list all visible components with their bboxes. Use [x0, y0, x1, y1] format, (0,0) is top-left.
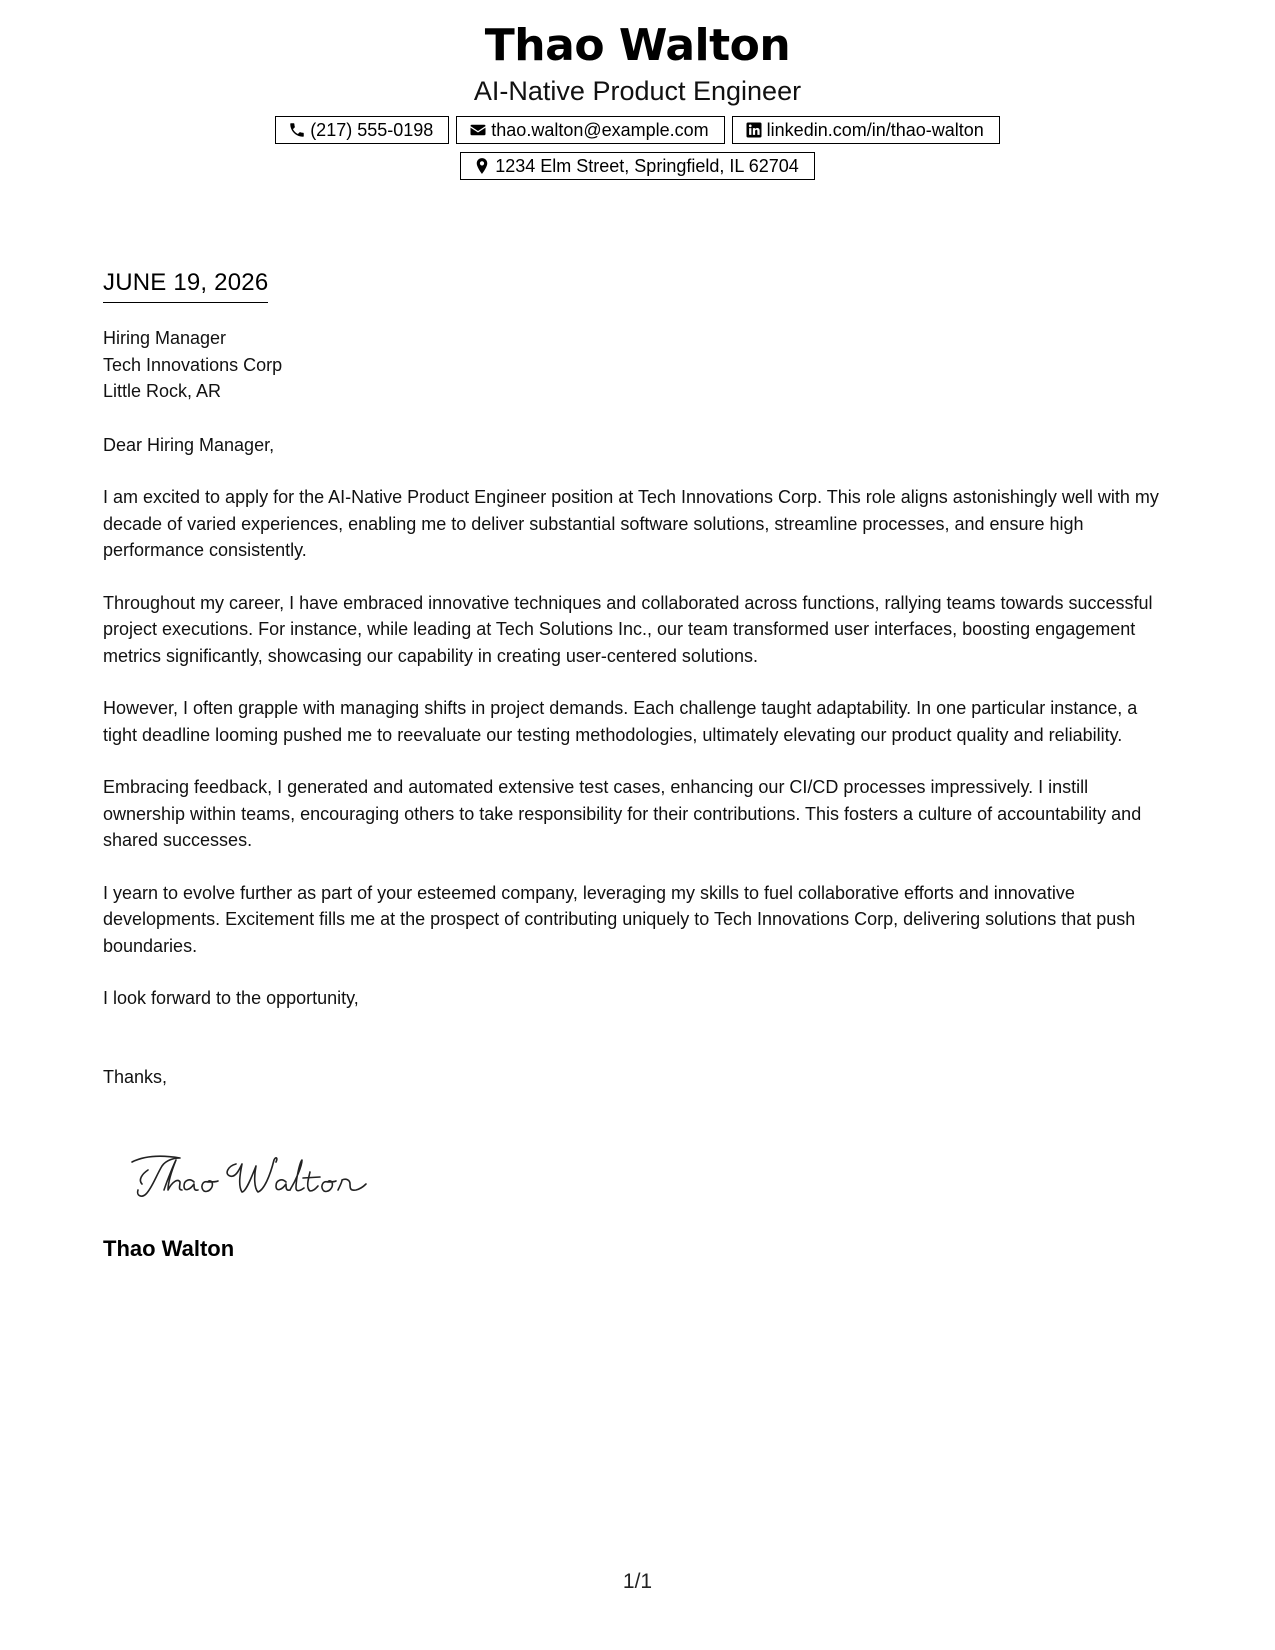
envelope-icon — [469, 121, 487, 139]
sign-off: Thanks, — [103, 1066, 168, 1087]
body-paragraph: Throughout my career, I have embraced innovative techniques and collaborated across functions, rallying teams towards successful project executions. For instance, while leading at Tech Solutions Inc., our team transformed user interfaces, boosting engagement metrics significantly, showcasing our capability in creating user-centered solutions. — [103, 592, 1153, 666]
letter-header — [0, 18, 1275, 180]
email-text: thao.walton@example.com — [491, 119, 709, 140]
letter-body — [103, 325, 1173, 1090]
address-contact — [460, 152, 815, 180]
body-paragraph: I am excited to apply for the AI-Native Product Engineer position at Tech Innovations Corp. This role aligns astonishingly well with my decade of varied experiences, enabling me to deliver substantial software solutions, streamline processes, and ensure high performance consistently. — [103, 487, 1159, 560]
recipient-line: Little Rock, AR — [103, 381, 222, 401]
email-contact[interactable] — [456, 116, 724, 144]
contact-row — [0, 116, 1275, 144]
signed-name: Thao Walton — [103, 1236, 235, 1261]
handwritten-signature — [128, 1148, 368, 1204]
map-pin-icon — [473, 157, 491, 175]
salutation: Dear Hiring Manager, — [103, 434, 275, 455]
phone-contact[interactable] — [275, 116, 449, 144]
job-title: AI-Native Product Engineer — [473, 76, 802, 106]
page-number: 1/1 — [622, 1570, 653, 1593]
body-paragraph: However, I often grapple with managing shifts in project demands. Each challenge taught adaptability. In one particular instance, a tight deadline looming pushed me to reevaluate our testing methodologies, ultimately elevating our product quality and reliability. — [103, 698, 1138, 745]
phone-icon — [288, 121, 306, 139]
closing-line: I look forward to the opportunity, — [103, 988, 359, 1008]
body-paragraph: I yearn to evolve further as part of your esteemed company, leveraging my skills to fuel collaborative efforts and innovative developments. Excitement fills me at the prospect of contributing uniquely to Tech Innovations Corp, delivering solutions that push boundaries. — [103, 882, 1136, 956]
body-paragraph: Embracing feedback, I generated and automated extensive test cases, enhancing our CI/CD processes impressively. I instill ownership within teams, encouraging others to take responsibility for their contributions. This fosters a culture of accountability and shared successes. — [103, 777, 1142, 850]
address-text: 1234 Elm Street, Springfield, IL 62704 — [495, 155, 799, 176]
letter-date: JUNE 19, 2026 — [103, 268, 268, 303]
linkedin-contact[interactable] — [732, 116, 1000, 144]
applicant-name: Thao Walton — [484, 20, 791, 71]
recipient-block — [103, 325, 1173, 405]
linkedin-icon — [745, 121, 763, 139]
recipient-line: Hiring Manager — [103, 328, 227, 348]
phone-text: (217) 555-0198 — [310, 119, 434, 140]
recipient-line: Tech Innovations Corp — [103, 354, 283, 375]
linkedin-text: linkedin.com/in/thao-walton — [766, 119, 984, 140]
address-row — [0, 152, 1275, 180]
